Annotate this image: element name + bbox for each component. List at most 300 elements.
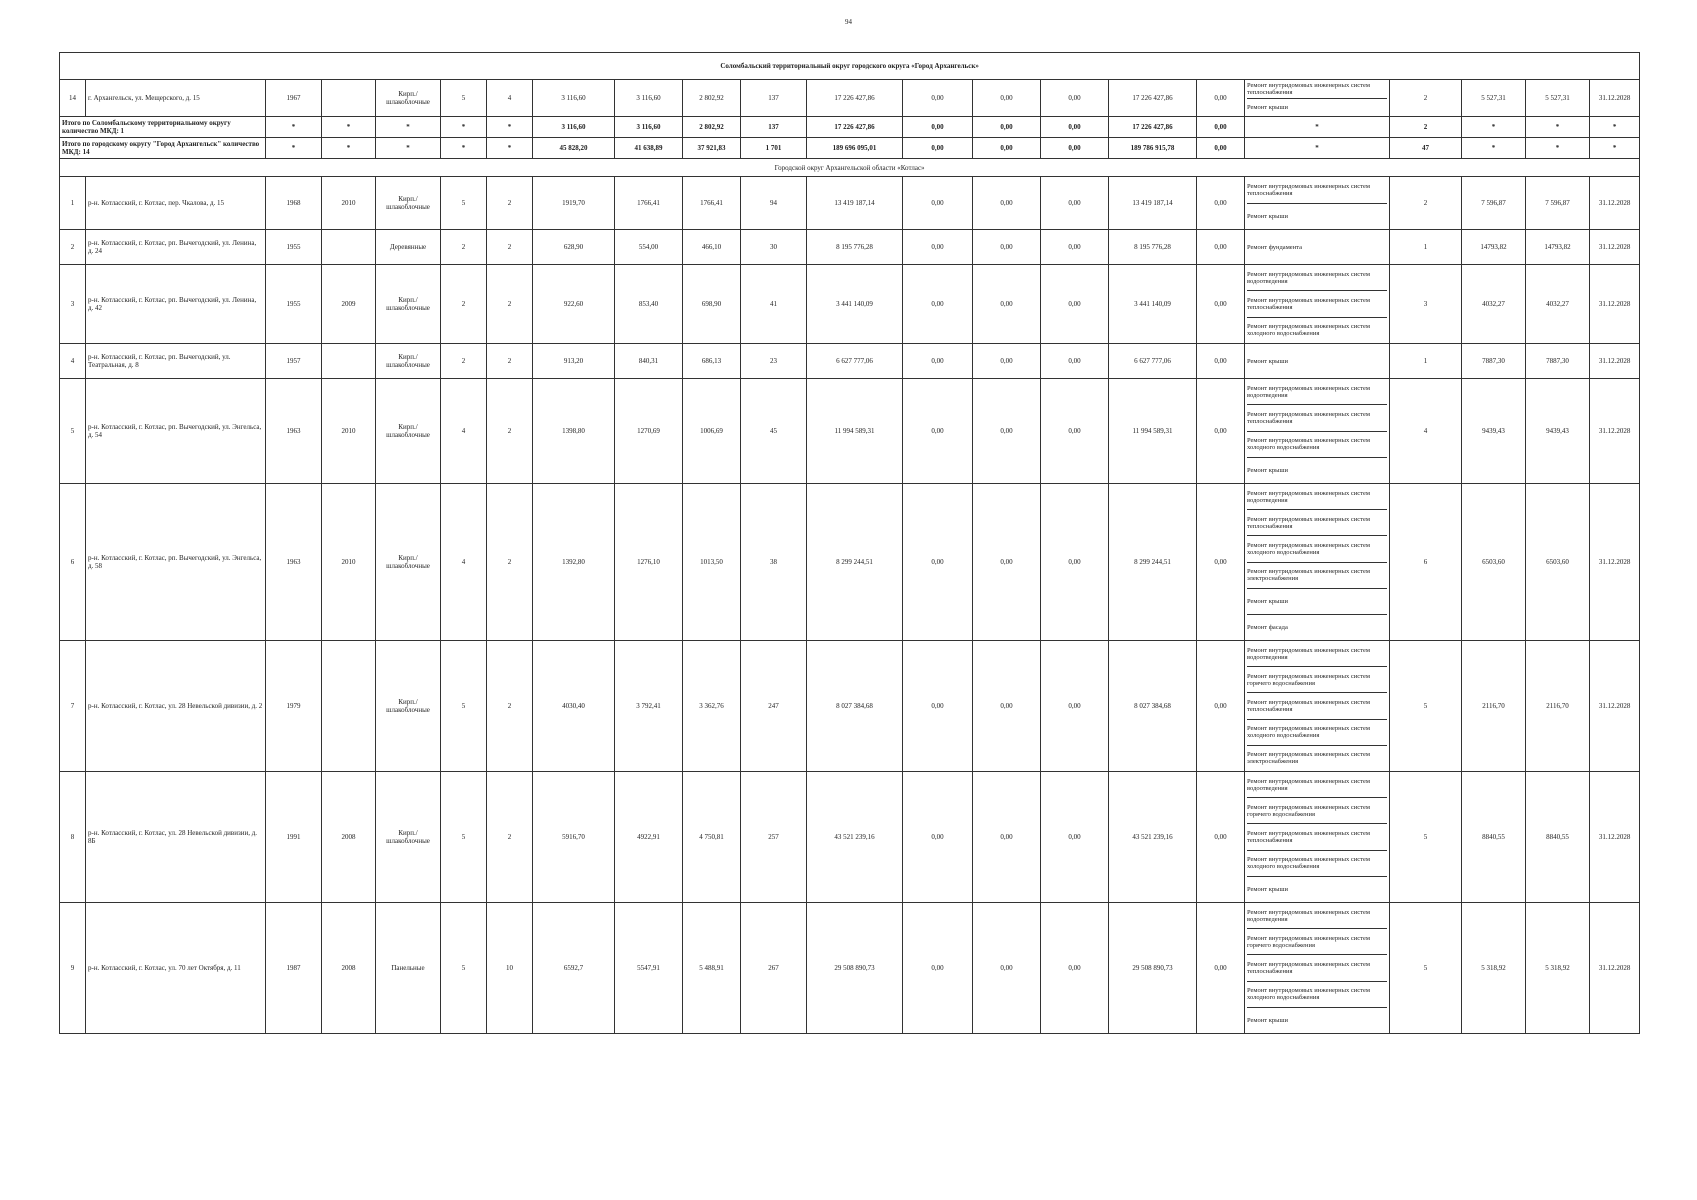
works-list bbox=[1245, 484, 1390, 641]
works-count: 5 bbox=[1390, 772, 1462, 903]
total-row bbox=[60, 138, 1640, 159]
residents: 38 bbox=[741, 484, 807, 641]
entrances: 2 bbox=[487, 230, 533, 265]
table-row bbox=[60, 344, 1640, 379]
fund-federal: 0,00 bbox=[903, 344, 973, 379]
fund-regional: 0,00 bbox=[973, 177, 1041, 230]
work-item: Ремонт внутридомовых инженерных систем водоотведения bbox=[1247, 903, 1387, 929]
works-count: 4 bbox=[1390, 379, 1462, 484]
cost-total: 11 994 589,31 bbox=[807, 379, 903, 484]
work-item: Ремонт крыши bbox=[1247, 103, 1288, 111]
fund-federal: 0,00 bbox=[903, 772, 973, 903]
fund-regional: 0,00 bbox=[973, 265, 1041, 344]
area-living: 2 802,92 bbox=[683, 80, 741, 117]
total-star: * bbox=[376, 138, 441, 159]
fund-federal: 0,00 bbox=[903, 641, 973, 772]
total-star: * bbox=[322, 117, 376, 138]
works-count: 1 bbox=[1390, 344, 1462, 379]
entrances: 2 bbox=[487, 265, 533, 344]
area-total: 1392,80 bbox=[533, 484, 615, 641]
cost-total: 8 195 776,28 bbox=[807, 230, 903, 265]
year-built: 1957 bbox=[266, 344, 322, 379]
fund-other: 0,00 bbox=[1197, 379, 1245, 484]
unit-cost-max: 6503,60 bbox=[1526, 484, 1590, 641]
fund-owners: 43 521 239,16 bbox=[1109, 772, 1197, 903]
deadline: 31.12.2028 bbox=[1590, 80, 1640, 117]
unit-cost: 5 318,92 bbox=[1462, 903, 1526, 1034]
fund-regional: 0,00 bbox=[973, 484, 1041, 641]
total-star: * bbox=[266, 138, 322, 159]
fund-municipal: 0,00 bbox=[1041, 138, 1109, 159]
cost-total: 13 419 187,14 bbox=[807, 177, 903, 230]
cost-total: 6 627 777,06 bbox=[807, 344, 903, 379]
unit-cost: 4032,27 bbox=[1462, 265, 1526, 344]
fund-regional: 0,00 bbox=[973, 903, 1041, 1034]
fund-municipal: 0,00 bbox=[1041, 379, 1109, 484]
area-premises: 840,31 bbox=[615, 344, 683, 379]
total-star: * bbox=[266, 117, 322, 138]
cost-total: 8 027 384,68 bbox=[807, 641, 903, 772]
total-star: * bbox=[1526, 138, 1590, 159]
year-built: 1967 bbox=[266, 80, 322, 117]
cost-total: 29 508 890,73 bbox=[807, 903, 903, 1034]
residents: 94 bbox=[741, 177, 807, 230]
area-living: 1006,69 bbox=[683, 379, 741, 484]
area-total: 4030,40 bbox=[533, 641, 615, 772]
works-count: 6 bbox=[1390, 484, 1462, 641]
total-star: * bbox=[1526, 117, 1590, 138]
repair-program-table bbox=[59, 52, 1640, 1034]
works-list bbox=[1245, 379, 1390, 484]
area-total: 1398,80 bbox=[533, 379, 615, 484]
work-item: Ремонт крыши bbox=[1247, 1016, 1288, 1024]
fund-owners: 13 419 187,14 bbox=[1109, 177, 1197, 230]
work-item: Ремонт фундамента bbox=[1247, 243, 1302, 251]
works-list bbox=[1245, 265, 1390, 344]
fund-owners: 17 226 427,86 bbox=[1109, 117, 1197, 138]
work-item: Ремонт внутридомовых инженерных систем теплоснабжения bbox=[1247, 291, 1387, 317]
area-living: 686,13 bbox=[683, 344, 741, 379]
deadline: 31.12.2028 bbox=[1590, 641, 1640, 772]
works-count: 1 bbox=[1390, 230, 1462, 265]
work-item: Ремонт внутридомовых инженерных систем холодного водоснабжения bbox=[1247, 536, 1387, 562]
table-row bbox=[60, 903, 1640, 1034]
fund-owners: 17 226 427,86 bbox=[1109, 80, 1197, 117]
total-star: * bbox=[322, 138, 376, 159]
address: р-н. Котласский, г. Котлас, рп. Вычегодский, ул. Театральная, д. 8 bbox=[86, 344, 266, 379]
residents: 267 bbox=[741, 903, 807, 1034]
area-premises: 4922,91 bbox=[615, 772, 683, 903]
row-number: 14 bbox=[60, 80, 86, 117]
area-living: 5 488,91 bbox=[683, 903, 741, 1034]
fund-municipal: 0,00 bbox=[1041, 80, 1109, 117]
works-list bbox=[1245, 230, 1390, 265]
area-premises: 1270,69 bbox=[615, 379, 683, 484]
year-repair bbox=[322, 641, 376, 772]
cost-total: 43 521 239,16 bbox=[807, 772, 903, 903]
residents: 41 bbox=[741, 265, 807, 344]
cost-total: 17 226 427,86 bbox=[807, 80, 903, 117]
fund-federal: 0,00 bbox=[903, 484, 973, 641]
works-count: 47 bbox=[1390, 138, 1462, 159]
work-item: Ремонт внутридомовых инженерных систем горячего водоснабжения bbox=[1247, 798, 1387, 824]
address: р-н. Котласский, г. Котлас, рп. Вычегодский, ул. Ленина, д. 24 bbox=[86, 230, 266, 265]
fund-municipal: 0,00 bbox=[1041, 344, 1109, 379]
year-built: 1963 bbox=[266, 379, 322, 484]
entrances: 2 bbox=[487, 379, 533, 484]
address: р-н. Котласский, г. Котлас, пер. Чкалова, д. 15 bbox=[86, 177, 266, 230]
floors: 5 bbox=[441, 177, 487, 230]
deadline: 31.12.2028 bbox=[1590, 379, 1640, 484]
area-living: 698,90 bbox=[683, 265, 741, 344]
fund-other: 0,00 bbox=[1197, 177, 1245, 230]
fund-federal: 0,00 bbox=[903, 80, 973, 117]
area-living: 2 802,92 bbox=[683, 117, 741, 138]
wall-material: Кирп./ шлакоблочные bbox=[376, 177, 441, 230]
floors: 4 bbox=[441, 484, 487, 641]
year-built: 1963 bbox=[266, 484, 322, 641]
cost-total: 8 299 244,51 bbox=[807, 484, 903, 641]
work-item: Ремонт внутридомовых инженерных систем водоотведения bbox=[1247, 379, 1387, 405]
fund-owners: 11 994 589,31 bbox=[1109, 379, 1197, 484]
total-star: * bbox=[1245, 117, 1390, 138]
work-item: Ремонт внутридомовых инженерных систем теплоснабжения bbox=[1247, 955, 1387, 981]
unit-cost-max: 8840,55 bbox=[1526, 772, 1590, 903]
works-list bbox=[1245, 177, 1390, 230]
section-title: Соломбальский территориальный округ городского округа «Город Архангельск» bbox=[60, 53, 1640, 80]
wall-material: Кирп./ шлакоблочные bbox=[376, 484, 441, 641]
year-built: 1955 bbox=[266, 230, 322, 265]
row-number: 4 bbox=[60, 344, 86, 379]
fund-owners: 8 299 244,51 bbox=[1109, 484, 1197, 641]
total-star: * bbox=[1462, 117, 1526, 138]
wall-material: Кирп./ шлакоблочные bbox=[376, 772, 441, 903]
table-row bbox=[60, 484, 1640, 641]
area-total: 922,60 bbox=[533, 265, 615, 344]
entrances: 2 bbox=[487, 772, 533, 903]
fund-federal: 0,00 bbox=[903, 177, 973, 230]
area-living: 1013,50 bbox=[683, 484, 741, 641]
entrances: 4 bbox=[487, 80, 533, 117]
table-row bbox=[60, 230, 1640, 265]
table-row bbox=[60, 772, 1640, 903]
unit-cost: 7 596,87 bbox=[1462, 177, 1526, 230]
table-row bbox=[60, 265, 1640, 344]
row-number: 7 bbox=[60, 641, 86, 772]
work-item: Ремонт внутридомовых инженерных систем холодного водоснабжения bbox=[1247, 432, 1387, 458]
row-number: 3 bbox=[60, 265, 86, 344]
unit-cost-max: 2116,70 bbox=[1526, 641, 1590, 772]
section-title: Городской округ Архангельской области «Котлас» bbox=[60, 159, 1640, 177]
work-item: Ремонт внутридомовых инженерных систем водоотведения bbox=[1247, 265, 1387, 291]
year-repair bbox=[322, 80, 376, 117]
table-body bbox=[60, 53, 1640, 1034]
row-number: 1 bbox=[60, 177, 86, 230]
area-premises: 554,00 bbox=[615, 230, 683, 265]
address: р-н. Котласский, г. Котлас, рп. Вычегодский, ул. Энгельса, д. 58 bbox=[86, 484, 266, 641]
fund-other: 0,00 bbox=[1197, 641, 1245, 772]
area-premises: 1276,10 bbox=[615, 484, 683, 641]
year-repair: 2010 bbox=[322, 379, 376, 484]
wall-material: Кирп./ шлакоблочные bbox=[376, 265, 441, 344]
cost-total: 3 441 140,09 bbox=[807, 265, 903, 344]
floors: 2 bbox=[441, 230, 487, 265]
residents: 247 bbox=[741, 641, 807, 772]
page-number: 94 bbox=[845, 18, 852, 26]
works-count: 2 bbox=[1390, 80, 1462, 117]
residents: 23 bbox=[741, 344, 807, 379]
row-number: 9 bbox=[60, 903, 86, 1034]
work-item: Ремонт крыши bbox=[1247, 589, 1387, 615]
deadline: 31.12.2028 bbox=[1590, 484, 1640, 641]
fund-municipal: 0,00 bbox=[1041, 772, 1109, 903]
works-count: 5 bbox=[1390, 903, 1462, 1034]
floors: 5 bbox=[441, 641, 487, 772]
fund-other: 0,00 bbox=[1197, 138, 1245, 159]
entrances: 2 bbox=[487, 641, 533, 772]
cost-total: 189 696 095,01 bbox=[807, 138, 903, 159]
fund-owners: 8 195 776,28 bbox=[1109, 230, 1197, 265]
fund-municipal: 0,00 bbox=[1041, 265, 1109, 344]
row-number: 8 bbox=[60, 772, 86, 903]
fund-other: 0,00 bbox=[1197, 772, 1245, 903]
year-built: 1991 bbox=[266, 772, 322, 903]
area-living: 466,10 bbox=[683, 230, 741, 265]
area-total: 628,90 bbox=[533, 230, 615, 265]
year-built: 1968 bbox=[266, 177, 322, 230]
deadline: 31.12.2028 bbox=[1590, 344, 1640, 379]
floors: 4 bbox=[441, 379, 487, 484]
fund-regional: 0,00 bbox=[973, 80, 1041, 117]
residents: 45 bbox=[741, 379, 807, 484]
area-premises: 3 116,60 bbox=[615, 117, 683, 138]
residents: 30 bbox=[741, 230, 807, 265]
address: р-н. Котласский, г. Котлас, ул. 28 Невельской дивизии, д. 2 bbox=[86, 641, 266, 772]
floors: 2 bbox=[441, 265, 487, 344]
residents: 137 bbox=[741, 80, 807, 117]
fund-municipal: 0,00 bbox=[1041, 903, 1109, 1034]
year-built: 1979 bbox=[266, 641, 322, 772]
total-star: * bbox=[1590, 138, 1640, 159]
area-total: 1919,70 bbox=[533, 177, 615, 230]
area-living: 3 362,76 bbox=[683, 641, 741, 772]
deadline: 31.12.2028 bbox=[1590, 265, 1640, 344]
fund-owners: 6 627 777,06 bbox=[1109, 344, 1197, 379]
fund-municipal: 0,00 bbox=[1041, 641, 1109, 772]
total-star: * bbox=[376, 117, 441, 138]
address: р-н. Котласский, г. Котлас, ул. 28 Невельской дивизии, д. 8Б bbox=[86, 772, 266, 903]
fund-other: 0,00 bbox=[1197, 484, 1245, 641]
deadline: 31.12.2028 bbox=[1590, 772, 1640, 903]
residents: 1 701 bbox=[741, 138, 807, 159]
area-total: 5916,70 bbox=[533, 772, 615, 903]
works-count: 2 bbox=[1390, 117, 1462, 138]
area-living: 1766,41 bbox=[683, 177, 741, 230]
floors: 2 bbox=[441, 344, 487, 379]
work-item: Ремонт внутридомовых инженерных систем водоотведения bbox=[1247, 772, 1387, 798]
section-header-row bbox=[60, 53, 1640, 80]
section-header-row bbox=[60, 159, 1640, 177]
deadline: 31.12.2028 bbox=[1590, 230, 1640, 265]
wall-material: Панельные bbox=[376, 903, 441, 1034]
unit-cost-max: 4032,27 bbox=[1526, 265, 1590, 344]
cost-total: 17 226 427,86 bbox=[807, 117, 903, 138]
fund-federal: 0,00 bbox=[903, 265, 973, 344]
fund-municipal: 0,00 bbox=[1041, 230, 1109, 265]
work-item: Ремонт внутридомовых инженерных систем теплоснабжения bbox=[1247, 693, 1387, 719]
table-row bbox=[60, 177, 1640, 230]
row-number: 2 bbox=[60, 230, 86, 265]
work-item: Ремонт внутридомовых инженерных систем холодного водоснабжения bbox=[1247, 982, 1387, 1008]
work-item: Ремонт внутридомовых инженерных систем холодного водоснабжения bbox=[1247, 323, 1370, 338]
work-item: Ремонт внутридомовых инженерных систем холодного водоснабжения bbox=[1247, 720, 1387, 746]
works-count: 5 bbox=[1390, 641, 1462, 772]
fund-other: 0,00 bbox=[1197, 903, 1245, 1034]
work-item: Ремонт внутридомовых инженерных систем электроснабжения bbox=[1247, 751, 1370, 766]
address: г. Архангельск, ул. Мещерского, д. 15 bbox=[86, 80, 266, 117]
works-list bbox=[1245, 80, 1390, 117]
address: р-н. Котласский, г. Котлас, рп. Вычегодский, ул. Энгельса, д. 54 bbox=[86, 379, 266, 484]
area-living: 4 750,81 bbox=[683, 772, 741, 903]
area-total: 3 116,60 bbox=[533, 80, 615, 117]
work-item: Ремонт внутридомовых инженерных систем горячего водоснабжения bbox=[1247, 929, 1387, 955]
fund-regional: 0,00 bbox=[973, 344, 1041, 379]
year-built: 1987 bbox=[266, 903, 322, 1034]
area-living: 37 921,83 bbox=[683, 138, 741, 159]
unit-cost: 5 527,31 bbox=[1462, 80, 1526, 117]
fund-regional: 0,00 bbox=[973, 772, 1041, 903]
unit-cost-max: 5 527,31 bbox=[1526, 80, 1590, 117]
fund-regional: 0,00 bbox=[973, 117, 1041, 138]
fund-federal: 0,00 bbox=[903, 138, 973, 159]
row-number: 6 bbox=[60, 484, 86, 641]
area-total: 6592,7 bbox=[533, 903, 615, 1034]
area-premises: 1766,41 bbox=[615, 177, 683, 230]
entrances: 10 bbox=[487, 903, 533, 1034]
floors: 5 bbox=[441, 80, 487, 117]
year-repair: 2008 bbox=[322, 903, 376, 1034]
fund-regional: 0,00 bbox=[973, 379, 1041, 484]
year-repair: 2009 bbox=[322, 265, 376, 344]
deadline: 31.12.2028 bbox=[1590, 177, 1640, 230]
wall-material: Кирп./ шлакоблочные bbox=[376, 80, 441, 117]
fund-other: 0,00 bbox=[1197, 80, 1245, 117]
fund-municipal: 0,00 bbox=[1041, 484, 1109, 641]
unit-cost: 7887,30 bbox=[1462, 344, 1526, 379]
floors: 5 bbox=[441, 772, 487, 903]
deadline: 31.12.2028 bbox=[1590, 903, 1640, 1034]
fund-municipal: 0,00 bbox=[1041, 117, 1109, 138]
work-item: Ремонт крыши bbox=[1247, 212, 1288, 220]
wall-material: Кирп./ шлакоблочные bbox=[376, 379, 441, 484]
fund-municipal: 0,00 bbox=[1041, 177, 1109, 230]
work-item: Ремонт внутридомовых инженерных систем теплоснабжения bbox=[1247, 824, 1387, 850]
address: р-н. Котласский, г. Котлас, ул. 70 лет Октября, д. 11 bbox=[86, 903, 266, 1034]
fund-other: 0,00 bbox=[1197, 344, 1245, 379]
fund-owners: 29 508 890,73 bbox=[1109, 903, 1197, 1034]
wall-material: Кирп./ шлакоблочные bbox=[376, 344, 441, 379]
residents: 137 bbox=[741, 117, 807, 138]
works-list bbox=[1245, 903, 1390, 1034]
work-item: Ремонт внутридомовых инженерных систем теплоснабжения bbox=[1247, 510, 1387, 536]
unit-cost: 9439,43 bbox=[1462, 379, 1526, 484]
total-star: * bbox=[487, 138, 533, 159]
total-star: * bbox=[441, 117, 487, 138]
work-item: Ремонт внутридомовых инженерных систем теплоснабжения bbox=[1247, 405, 1387, 431]
work-item: Ремонт внутридомовых инженерных систем горячего водоснабжения bbox=[1247, 667, 1387, 693]
area-premises: 41 638,89 bbox=[615, 138, 683, 159]
area-premises: 3 792,41 bbox=[615, 641, 683, 772]
total-star: * bbox=[1462, 138, 1526, 159]
wall-material: Деревянные bbox=[376, 230, 441, 265]
unit-cost-max: 7 596,87 bbox=[1526, 177, 1590, 230]
works-count: 3 bbox=[1390, 265, 1462, 344]
work-item: Ремонт крыши bbox=[1247, 885, 1288, 893]
year-repair bbox=[322, 230, 376, 265]
work-item: Ремонт внутридомовых инженерных систем теплоснабжения bbox=[1247, 177, 1387, 204]
fund-other: 0,00 bbox=[1197, 230, 1245, 265]
total-label: Итого по городскому округу "Город Архангельск" количество МКД: 14 bbox=[60, 138, 266, 159]
area-total: 3 116,60 bbox=[533, 117, 615, 138]
unit-cost-max: 5 318,92 bbox=[1526, 903, 1590, 1034]
year-repair: 2010 bbox=[322, 177, 376, 230]
wall-material: Кирп./ шлакоблочные bbox=[376, 641, 441, 772]
works-count: 2 bbox=[1390, 177, 1462, 230]
work-item: Ремонт фасада bbox=[1247, 623, 1288, 631]
unit-cost: 2116,70 bbox=[1462, 641, 1526, 772]
fund-federal: 0,00 bbox=[903, 230, 973, 265]
year-repair: 2008 bbox=[322, 772, 376, 903]
total-star: * bbox=[1245, 138, 1390, 159]
area-premises: 853,40 bbox=[615, 265, 683, 344]
work-item: Ремонт внутридомовых инженерных систем водоотведения bbox=[1247, 484, 1387, 510]
work-item: Ремонт крыши bbox=[1247, 357, 1288, 365]
residents: 257 bbox=[741, 772, 807, 903]
total-label: Итого по Соломбальскому территориальному округу количество МКД: 1 bbox=[60, 117, 266, 138]
total-star: * bbox=[487, 117, 533, 138]
fund-owners: 3 441 140,09 bbox=[1109, 265, 1197, 344]
unit-cost-max: 14793,82 bbox=[1526, 230, 1590, 265]
fund-other: 0,00 bbox=[1197, 265, 1245, 344]
unit-cost: 6503,60 bbox=[1462, 484, 1526, 641]
work-item: Ремонт внутридомовых инженерных систем водоотведения bbox=[1247, 641, 1387, 667]
row-number: 5 bbox=[60, 379, 86, 484]
works-list bbox=[1245, 641, 1390, 772]
fund-owners: 8 027 384,68 bbox=[1109, 641, 1197, 772]
year-built: 1955 bbox=[266, 265, 322, 344]
total-row bbox=[60, 117, 1640, 138]
entrances: 2 bbox=[487, 177, 533, 230]
area-total: 913,20 bbox=[533, 344, 615, 379]
unit-cost-max: 7887,30 bbox=[1526, 344, 1590, 379]
fund-federal: 0,00 bbox=[903, 903, 973, 1034]
fund-owners: 189 786 915,78 bbox=[1109, 138, 1197, 159]
year-repair: 2010 bbox=[322, 484, 376, 641]
unit-cost: 8840,55 bbox=[1462, 772, 1526, 903]
area-premises: 5547,91 bbox=[615, 903, 683, 1034]
works-list bbox=[1245, 772, 1390, 903]
work-item: Ремонт внутридомовых инженерных систем холодного водоснабжения bbox=[1247, 851, 1387, 877]
area-total: 45 828,20 bbox=[533, 138, 615, 159]
fund-regional: 0,00 bbox=[973, 641, 1041, 772]
work-item: Ремонт крыши bbox=[1247, 466, 1288, 474]
unit-cost-max: 9439,43 bbox=[1526, 379, 1590, 484]
year-repair bbox=[322, 344, 376, 379]
fund-other: 0,00 bbox=[1197, 117, 1245, 138]
table-row bbox=[60, 379, 1640, 484]
works-list bbox=[1245, 344, 1390, 379]
entrances: 2 bbox=[487, 344, 533, 379]
